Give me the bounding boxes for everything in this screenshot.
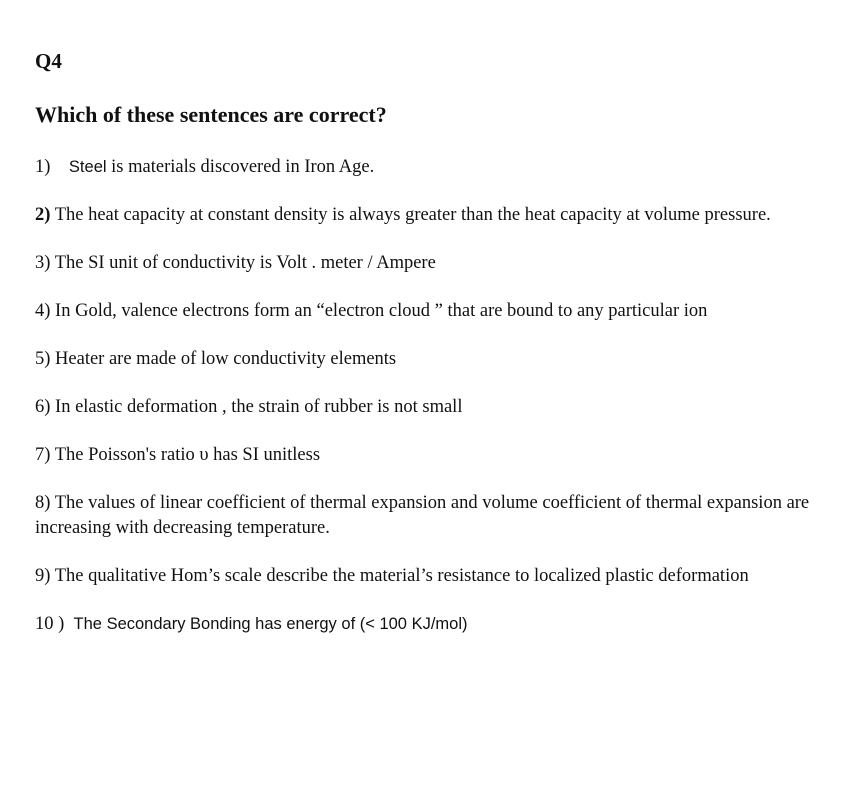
statement-number: 8)	[35, 493, 51, 513]
statement-number: 2)	[35, 205, 51, 225]
statement-list	[35, 155, 815, 660]
statement-number: 10 )	[35, 614, 65, 634]
statement-4	[35, 299, 815, 324]
statement-number: 1)	[35, 157, 51, 177]
statement-5	[35, 347, 815, 372]
statement-10	[35, 612, 815, 637]
statement-2	[35, 203, 815, 228]
statement-6	[35, 395, 815, 420]
statement-number: 6)	[35, 397, 51, 417]
statement-number: 7)	[35, 445, 51, 465]
statement-3	[35, 251, 815, 276]
statement-lead: Steel	[68, 158, 107, 176]
statement-text: The Poisson's ratio υ has SI unitless	[50, 445, 321, 465]
statement-9	[35, 564, 815, 589]
statement-number: 4)	[35, 301, 51, 321]
statement-number: 9)	[35, 566, 51, 586]
statement-text: The SI unit of conductivity is Volt . meter / Ampere	[50, 253, 436, 273]
statement-text: The values of linear coefficient of thermal expansion and volume coefficient of thermal expansion are increasing with decreasing temperature.	[35, 493, 810, 538]
statement-text: Heater are made of low conductivity elements	[50, 349, 397, 369]
statement-text: The qualitative Hom’s scale describe the material’s resistance to localized plastic deformation	[50, 566, 749, 586]
statement-text: The heat capacity at constant density is always greater than the heat capacity at volume pressure.	[50, 205, 771, 225]
statement-text: is materials discovered in Iron Age.	[106, 157, 375, 177]
statement-text: In elastic deformation , the strain of rubber is not small	[50, 397, 463, 417]
question-title: Which of these sentences are correct?	[35, 102, 387, 127]
statement-7	[35, 443, 815, 468]
statement-number: 3)	[35, 253, 51, 273]
statement-1	[35, 155, 815, 180]
question-number: Q4	[35, 49, 62, 73]
statement-text: The Secondary Bonding has energy of (< 100 KJ/mol)	[73, 615, 468, 633]
statement-number: 5)	[35, 349, 51, 369]
statement-8	[35, 491, 815, 541]
statement-text: In Gold, valence electrons form an “electron cloud ” that are bound to any particular ion	[50, 301, 708, 321]
